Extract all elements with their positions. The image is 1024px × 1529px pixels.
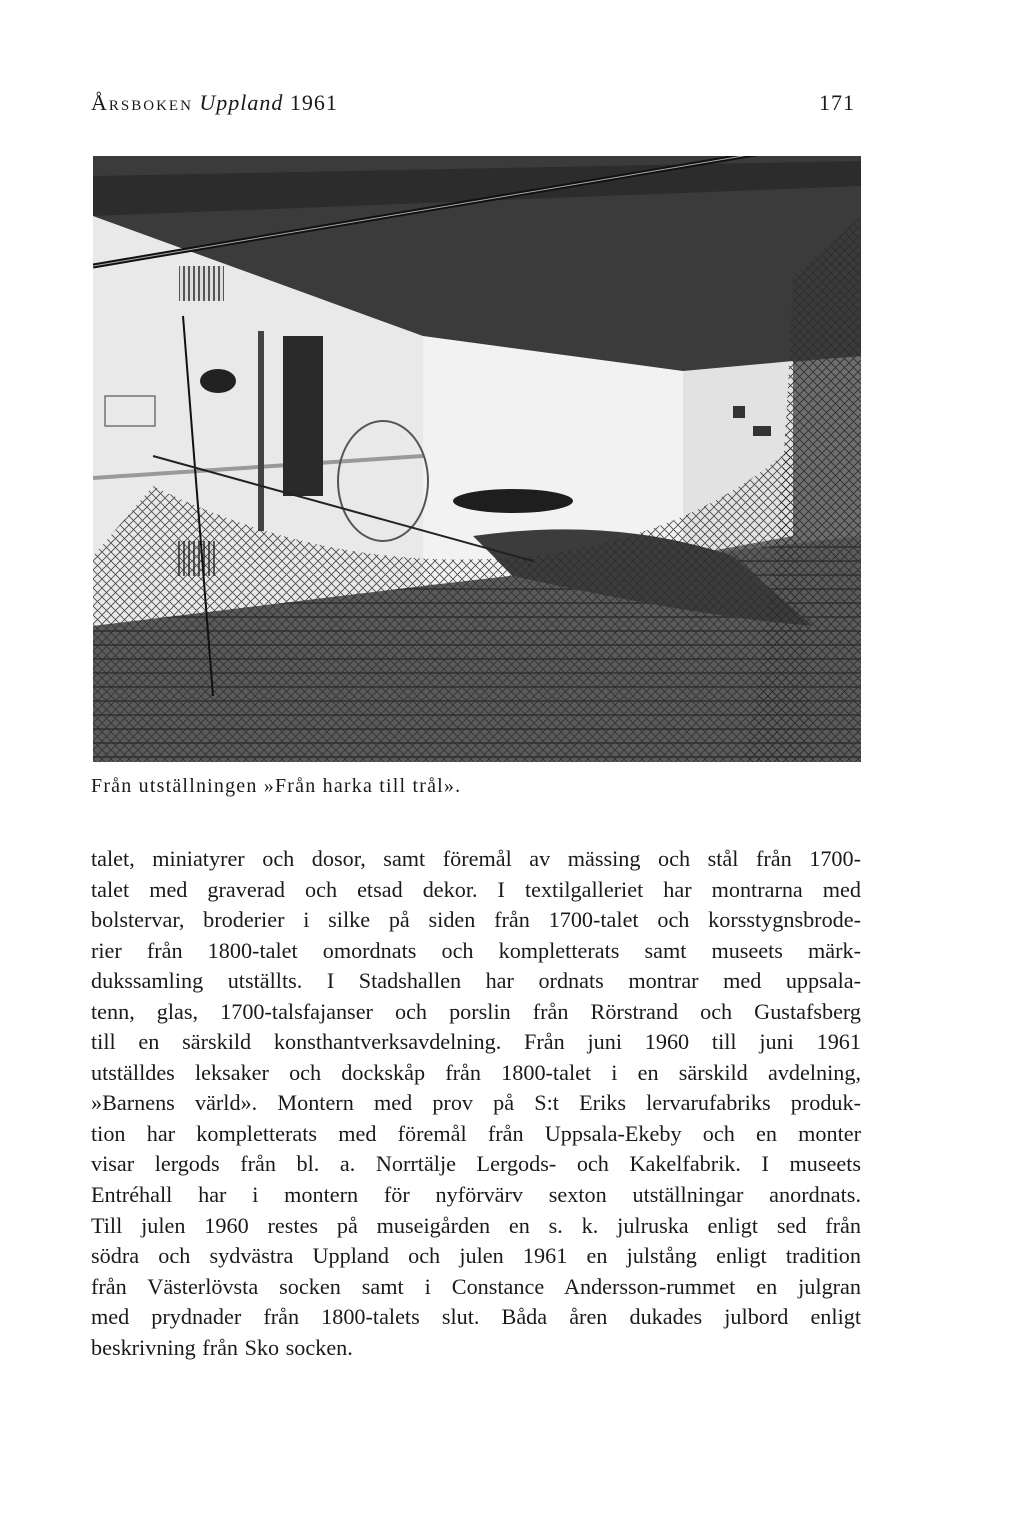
- body-line-last: beskrivning från Sko socken.: [91, 1334, 353, 1360]
- body-line: tenn, glas, 1700-talsfajanser och porslin från Rörstrand och Gustafsberg: [91, 998, 861, 1024]
- body-line: södra och sydvästra Uppland och julen 1961 en julstång enligt tradition: [91, 1243, 861, 1269]
- body-line: rier från 1800-talet omordnats och kompletterats samt museets märk-: [91, 937, 861, 963]
- journal-name: Uppland: [199, 90, 284, 115]
- header-title: [91, 90, 338, 116]
- body-line: bolstervar, broderier i silke på siden från 1700-talet och korsstygnsbrode-: [91, 907, 861, 933]
- body-line: från Västerlövsta socken samt i Constance Andersson-rummet en julgran: [91, 1273, 861, 1299]
- journal-year: 1961: [289, 90, 338, 115]
- hanging-net-bag: [283, 336, 323, 496]
- display-dish: [453, 489, 573, 513]
- exhibition-photo-illustration: [93, 156, 861, 762]
- body-line: tion har kompletterats med föremål från Uppsala-Ekeby och en monter: [91, 1120, 861, 1146]
- body-line: »Barnens värld». Montern med prov på S:t Eriks lervarufabriks produk-: [91, 1090, 861, 1116]
- series-name: Årsboken: [91, 90, 193, 115]
- body-line: Till julen 1960 restes på museigården en s. k. julruska enligt sed från: [91, 1212, 861, 1238]
- body-line: visar lergods från bl. a. Norrtälje Lergods- och Kakelfabrik. I museets: [91, 1151, 861, 1177]
- exhibition-photo: [93, 156, 861, 762]
- running-head: [91, 90, 855, 116]
- body-text: [91, 844, 861, 1363]
- body-line: med prydnader från 1800-talets slut. Båda åren dukades julbord enligt: [91, 1304, 861, 1330]
- body-line: talet, miniatyrer och dosor, samt föremål av mässing och stål från 1700-: [91, 846, 861, 871]
- page-number: 171: [819, 90, 855, 115]
- body-line: dukssamling utställts. I Stadshallen har ordnats montrar med uppsala-: [91, 968, 861, 994]
- figure-caption: Från utställningen »Från harka till trål».: [91, 775, 462, 797]
- body-line: Entréhall har i montern för nyförvärv sexton utställningar anordnats.: [91, 1182, 861, 1208]
- body-line: talet med graverad och etsad dekor. I textilgalleriet har montrarna med: [91, 876, 861, 902]
- body-line: utställdes leksaker och dockskåp från 1800-talet i en särskild avdelning,: [91, 1059, 861, 1085]
- body-line: till en särskild konsthantverksavdelning. Från juni 1960 till juni 1961: [91, 1029, 861, 1055]
